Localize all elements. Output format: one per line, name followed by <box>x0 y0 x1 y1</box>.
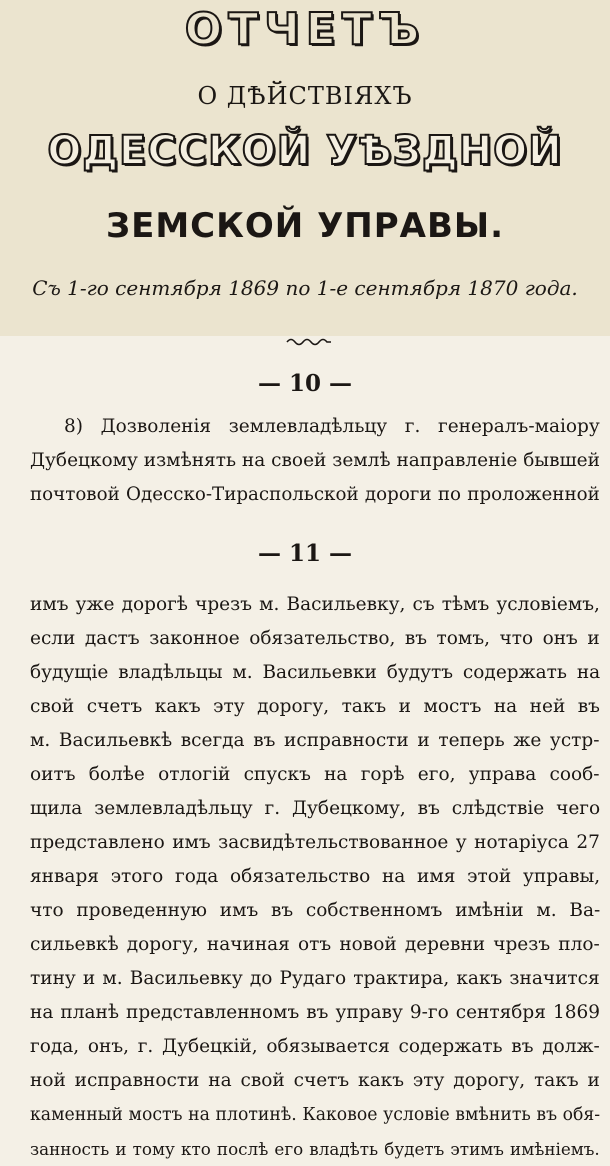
text-line: сильевкѣ дорогу, начиная отъ новой деревни чрезъ пло- <box>30 934 600 955</box>
report-title: ОТЧЕТЪ <box>184 4 426 55</box>
text-line: щила землевладѣльцу г. Дубецкому, въ слѣдствіе чего <box>30 798 600 819</box>
title-page-panel <box>0 0 610 336</box>
page-number-10: — 10 — <box>257 370 353 397</box>
text-line: оитъ болѣе отлогій спускъ на горѣ его, управа сооб- <box>30 764 600 785</box>
text-line: на планѣ представленномъ въ управу 9-го сентября 1869 <box>30 1002 600 1023</box>
report-heading-line2: ЗЕМСКОЙ УПРАВЫ. <box>105 206 505 246</box>
report-subtitle: О ДѢЙСТВІЯХЪ <box>197 82 413 110</box>
text-line: Дубецкому измѣнять на своей землѣ направленіе бывшей <box>30 450 600 471</box>
text-line: м. Васильевкѣ всегда въ исправности и теперь же устр- <box>30 730 600 751</box>
text-line: занность и тому кто послѣ его владѣть будетъ этимъ имѣніемъ. <box>30 1139 600 1159</box>
text-line: ной исправности на свой счетъ какъ эту дорогу, такъ и <box>30 1070 600 1091</box>
text-line: что проведенную имъ въ собственномъ имѣніи м. Ва- <box>30 900 600 921</box>
text-line: года, онъ, г. Дубецкій, обязывается содержать въ долж- <box>30 1036 600 1057</box>
report-heading-line1: ОДЕССКОЙ УѢЗДНОЙ <box>47 128 563 174</box>
text-line: 8) Дозволенія землевладѣльцу г. генералъ-маіору <box>64 416 600 437</box>
page10-text <box>30 410 600 512</box>
text-line: представлено имъ засвидѣтельствованное у нотаріуса 27 <box>30 832 600 853</box>
text-line: тину и м. Васильевку до Рудаго трактира, какъ значится <box>30 968 600 989</box>
text-line: почтовой Одесско-Тираспольской дороги по проложенной <box>30 484 600 505</box>
text-line: каменный мостъ на плотинѣ. Каковое условіе вмѣнить въ обя- <box>30 1105 600 1125</box>
text-line: если дастъ законное обязательство, въ томъ, что онъ и <box>30 628 600 649</box>
text-line: имъ уже дорогѣ чрезъ м. Васильевку, съ тѣмъ условіемъ, <box>30 594 600 615</box>
text-line: свой счетъ какъ эту дорогу, такъ и мостъ на ней въ <box>30 696 600 717</box>
page11-text <box>30 588 600 1166</box>
page-number-11: — 11 — <box>257 540 353 567</box>
text-line: января этого года обязательство на имя этой управы, <box>30 866 600 887</box>
ornament-divider <box>285 336 333 348</box>
text-line: будущіе владѣльцы м. Васильевки будутъ содержать на <box>30 662 600 683</box>
report-period: Съ 1-го сентября 1869 по 1-е сентября 1870 года. <box>32 276 578 300</box>
